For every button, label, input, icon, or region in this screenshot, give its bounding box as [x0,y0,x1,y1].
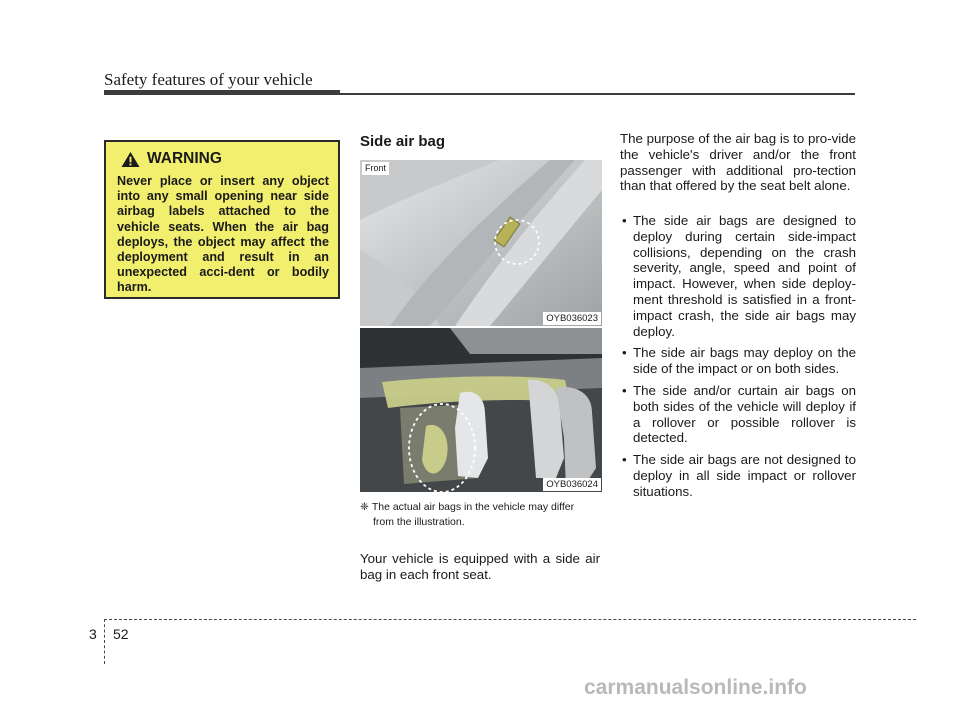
airbag-bullet-list [620,213,856,506]
list-item: • The side air bags may deploy on the side of the impact or on both sides. [620,345,856,377]
seat-airbag-label-illustration [360,160,602,326]
footer-rule [104,619,916,620]
footer-divider [104,619,105,664]
warning-header [120,150,329,168]
intro-paragraph: Your vehicle is equipped with a side air bag in each front seat. [360,551,600,582]
image-code-bottom: OYB036024 [543,478,601,491]
warning-triangle-icon [120,151,141,168]
section-title: Side air bag [360,133,446,150]
side-airbag-deployment-illustration [360,328,602,492]
warning-text: Never place or insert any object into any small opening near side airbag labels attached to the vehicle seats. When the air bag deploys, the object may affect the deployment and result in an unexpected acci-dent or bodily harm. [117,174,329,295]
page-header-title: Safety features of your vehicle [104,70,313,89]
purpose-paragraph: The purpose of the air bag is to pro-vide the vehicle's driver and/or the front passenger with additional pro-tection than that offered by the seat belt alone. [620,131,856,194]
footnote-line2: from the illustration. [373,515,465,528]
footnote-symbol: ❈ [360,501,369,513]
illustration-footnote [360,500,605,529]
warning-box [104,140,340,299]
section-number: 3 [89,626,97,642]
image-code-top: OYB036023 [543,312,601,325]
front-label: Front [362,162,389,175]
list-item: • The side air bags are designed to deploy during certain side-impact collisions, depending on the crash severity, angle, speed and point of impact. However, when side deploy-ment threshold is satisfied in a front-impact crash, the side air bags may deploy. [620,213,856,339]
watermark: carmanualsonline.info [584,676,807,699]
footnote-line1: The actual air bags in the vehicle may differ [371,501,575,513]
page-number: 52 [113,626,129,642]
list-item: • The side air bags are not designed to deploy in all side impact or rollover situations. [620,452,856,499]
warning-title: WARNING [147,150,222,167]
list-item: • The side and/or curtain air bags on both sides of the vehicle will deploy if a rollover or possible rollover is detected. [620,383,856,446]
header-rule [104,93,855,95]
